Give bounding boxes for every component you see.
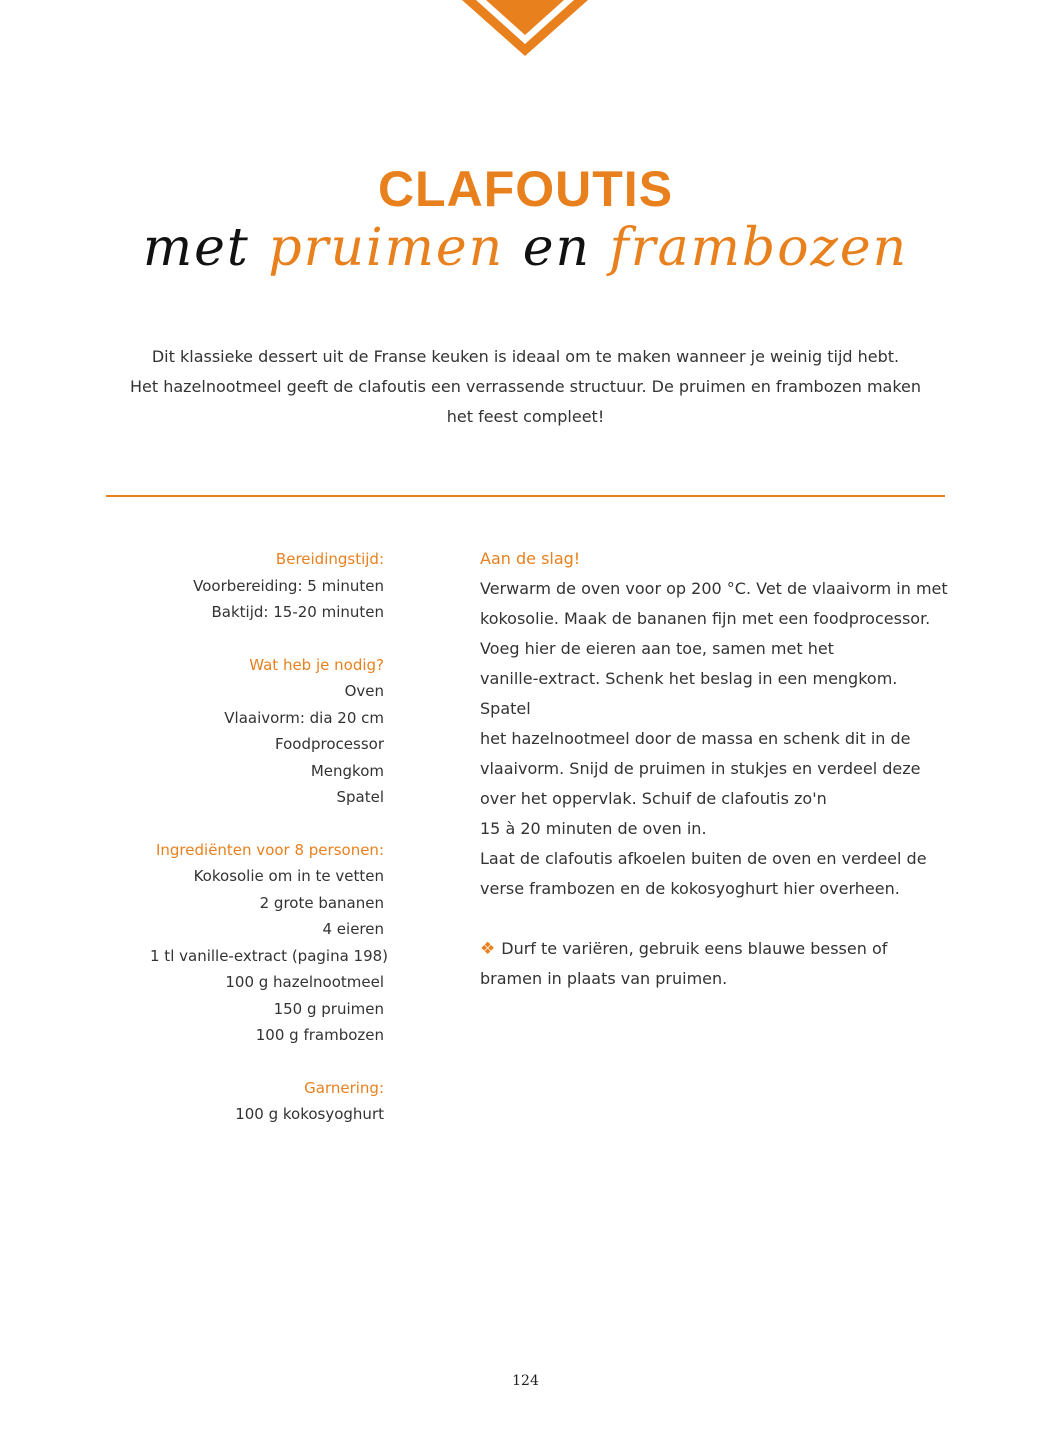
subtitle-word: met <box>142 218 250 278</box>
garnish-label: Garnering: <box>304 1078 384 1097</box>
prep-time-section <box>150 546 384 626</box>
section-divider <box>106 495 945 497</box>
method-line: Voeg hier de eieren aan toe, samen met het <box>480 639 834 658</box>
ingredient-item: 150 g pruimen <box>273 999 384 1018</box>
subtitle-word: frambozen <box>609 218 909 278</box>
equipment-item: Spatel <box>336 788 384 806</box>
subtitle-word: en <box>522 218 591 278</box>
method-line: vanille-extract. Schenk het beslag in een mengkom. Spatel <box>480 669 898 718</box>
ingredients-label: Ingrediënten voor 8 personen: <box>155 840 384 859</box>
equipment-item: Vlaaivorm: dia 20 cm <box>224 708 384 727</box>
diamond-bullet-icon: ❖ <box>480 939 496 959</box>
intro-paragraph <box>120 342 931 432</box>
equipment-item: Oven <box>344 682 384 700</box>
equipment-item: Foodprocessor <box>275 735 384 753</box>
method-line: verse frambozen en de kokosyoghurt hier overheen. <box>480 879 900 898</box>
intro-line: het feest compleet! <box>446 407 605 426</box>
prep-time-label: Bereidingstijd: <box>275 550 384 568</box>
intro-line: Het hazelnootmeel geeft de clafoutis een verrassende structuur. De pruimen en frambozen maken <box>129 377 922 396</box>
tip-line: Durf te variëren, gebruik eens blauwe bessen of <box>501 939 888 958</box>
method-label: Aan de slag! <box>480 549 581 568</box>
method-line: kokosolie. Maak de bananen fijn met een foodprocessor. <box>480 609 931 628</box>
intro-line: Dit klassieke dessert uit de Franse keuken is ideaal om te maken wanneer je weinig tijd hebt. <box>151 347 900 366</box>
chevron-emblem-icon <box>462 0 588 56</box>
page-number: 124 <box>512 1373 539 1389</box>
garnish-item: 100 g kokosyoghurt <box>235 1105 384 1123</box>
recipe-subtitle <box>0 218 1051 278</box>
tip-line: bramen in plaats van pruimen. <box>480 969 728 988</box>
prep-time-line: Voorbereiding: 5 minuten <box>193 576 384 595</box>
method-line: over het oppervlak. Schuif de clafoutis zo'n <box>480 789 827 808</box>
tip-note <box>480 934 950 994</box>
recipe-title: CLAFOUTIS <box>377 161 674 217</box>
equipment-section <box>150 652 384 811</box>
prep-time-line: Baktijd: 15-20 minuten <box>211 603 384 621</box>
garnish-section <box>150 1075 384 1128</box>
method-line: het hazelnootmeel door de massa en schenk dit in de <box>480 729 911 748</box>
subtitle-word: pruimen <box>268 218 505 278</box>
equipment-label: Wat heb je nodig? <box>249 655 384 674</box>
ingredient-item: 4 eieren <box>322 920 384 938</box>
ingredients-section <box>150 837 389 1049</box>
method-text <box>480 574 950 904</box>
method-line: vlaaivorm. Snijd de pruimen in stukjes en verdeel deze <box>480 759 921 778</box>
equipment-item: Mengkom <box>310 761 384 780</box>
ingredient-item: Kokosolie om in te vetten <box>193 867 384 885</box>
ingredient-item: 1 tl vanille-extract (pagina 198) <box>150 946 389 965</box>
method-line: 15 à 20 minuten de oven in. <box>480 819 707 838</box>
method-line: Laat de clafoutis afkoelen buiten de oven en verdeel de <box>480 849 927 868</box>
method-column <box>480 544 950 994</box>
method-line: Verwarm de oven voor op 200 °C. Vet de vlaaivorm in met <box>480 579 948 598</box>
ingredient-item: 100 g hazelnootmeel <box>225 973 384 991</box>
ingredient-item: 2 grote bananen <box>259 893 384 912</box>
ingredient-item: 100 g frambozen <box>255 1026 384 1044</box>
recipe-info-column <box>150 546 389 1154</box>
